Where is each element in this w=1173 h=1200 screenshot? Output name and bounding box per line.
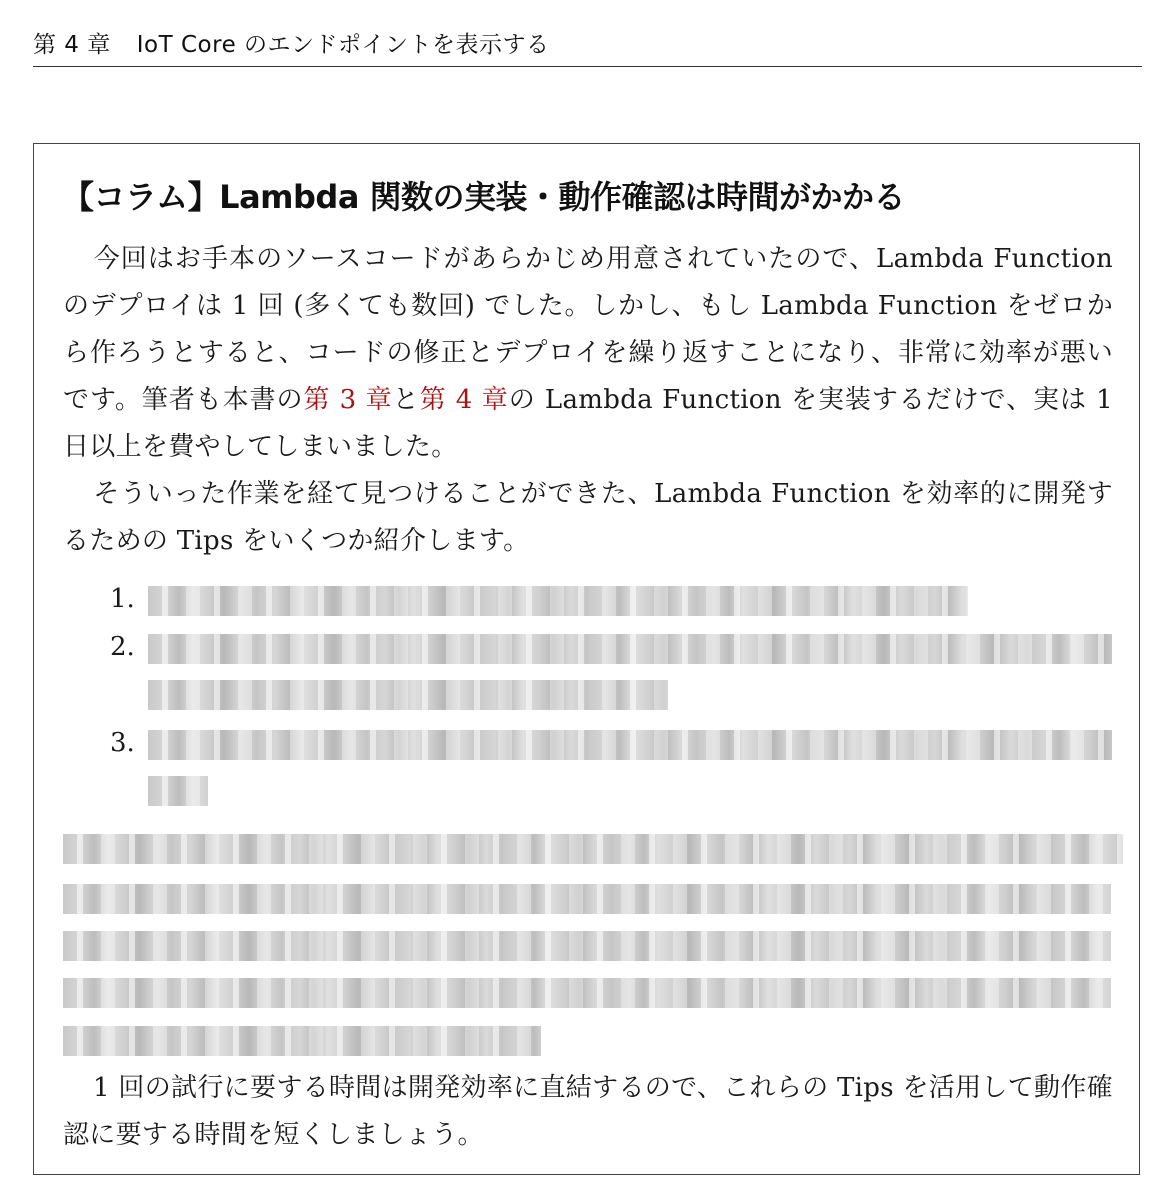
chapter-number: 第 4 章 xyxy=(33,32,111,58)
header-rule xyxy=(33,66,1142,67)
tips-intro-paragraph xyxy=(63,471,1113,565)
chapter-4-link[interactable]: 第 4 章 xyxy=(419,385,509,415)
list-number-1: 1. xyxy=(110,584,135,614)
blurred-paragraph-line-1 xyxy=(63,834,1123,864)
chapter-title: IoT Core のエンドポイントを表示する xyxy=(136,32,550,58)
blurred-list-item-1 xyxy=(148,586,968,616)
list-number-3: 3. xyxy=(110,728,135,758)
column-title: 【コラム】Lambda 関数の実装・動作確認は時間がかかる xyxy=(62,178,906,216)
list-number-2: 2. xyxy=(110,632,135,662)
blurred-list-item-3-line-2 xyxy=(148,776,208,806)
intro-text: 今回はお手本のソースコードがあらかじめ用意されていたので、Lambda Function のデプロイは 1 回 (多くても数回) でした。しかし、もし Lambda Function をゼロから作ろうとすると、コードの修正とデプロイを繰り返すことになり、非常に効率が悪いです。筆者も本書の xyxy=(63,244,1113,415)
blurred-paragraph-line-4 xyxy=(63,978,1111,1008)
blurred-paragraph-line-3 xyxy=(63,931,1111,961)
blurred-paragraph-line-5 xyxy=(63,1026,541,1056)
chapter-3-link[interactable]: 第 3 章 xyxy=(303,385,393,415)
tips-intro-text: そういった作業を経て見つけることができた、Lambda Function を効率的に開発するための Tips をいくつか紹介します。 xyxy=(63,479,1113,556)
blurred-list-item-2-line-1 xyxy=(148,634,1112,664)
intro-text-after: の Lambda Function を実装するだけで、実は 1 日以上を費やしてしまいました。 xyxy=(63,385,1113,462)
intro-text-between: と xyxy=(392,385,420,415)
blurred-list-item-3-line-1 xyxy=(148,730,1112,760)
blurred-list-item-2-line-2 xyxy=(148,680,668,710)
intro-paragraph xyxy=(63,236,1113,471)
closing-paragraph xyxy=(63,1065,1113,1159)
column-box xyxy=(33,143,1140,1175)
closing-text: 1 回の試行に要する時間は開発効率に直結するので、これらの Tips を活用して動作確認に要する時間を短くしましょう。 xyxy=(63,1073,1113,1150)
running-header xyxy=(33,26,550,59)
blurred-paragraph-line-2 xyxy=(63,884,1111,914)
